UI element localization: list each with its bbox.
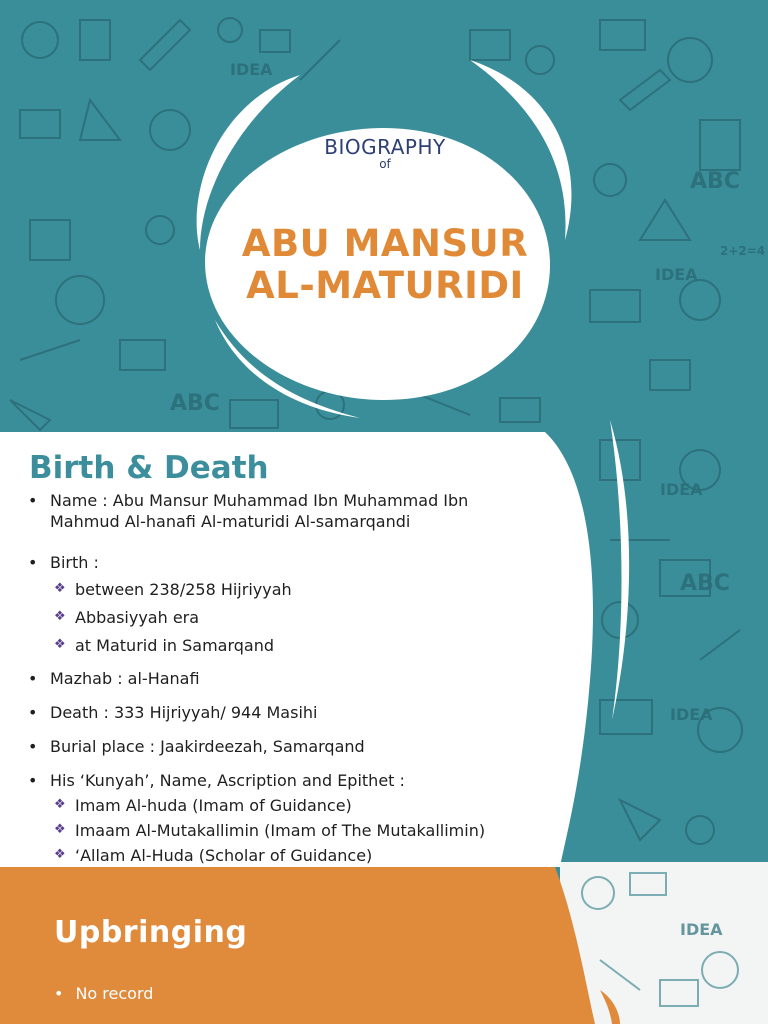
subject-name	[210, 223, 560, 307]
birth-label: Birth :	[50, 553, 99, 572]
sub-item: ❖ at Maturid in Samarqand	[50, 636, 548, 655]
svg-text:ABC: ABC	[680, 571, 730, 596]
list-item-death: • Death : 333 Hijriyyah/ 944 Masihi	[28, 703, 548, 722]
cover-title	[210, 135, 560, 307]
sub-item: ❖ Imaam Al-Mutakallimin (Imam of The Mutakallimin)	[50, 821, 548, 840]
birth-sublist	[50, 580, 548, 655]
of-label: of	[379, 157, 391, 171]
name-line2: Mahmud Al-hanafi Al-maturidi Al-samarqandi	[50, 512, 411, 531]
birth-death-list	[28, 490, 548, 865]
subject-name-line1: ABU MANSUR	[241, 222, 529, 265]
list-item-name	[28, 490, 548, 532]
kunyah-sublist	[50, 796, 548, 865]
list-item-kunyah	[28, 771, 548, 865]
svg-text:IDEA: IDEA	[655, 265, 698, 284]
name-line1: • Name : Abu Mansur Muhammad Ibn Muhammad Ibn	[50, 491, 469, 510]
subject-name-line2: AL-MATURIDI	[246, 264, 524, 307]
light-doodle-panel	[560, 862, 768, 1024]
upbringing-heading: Upbringing	[54, 915, 248, 950]
list-item-mazhab: • Mazhab : al-Hanafi	[28, 669, 548, 688]
svg-text:ABC: ABC	[170, 391, 220, 416]
list-item-birth	[28, 553, 548, 655]
svg-text:IDEA: IDEA	[670, 705, 713, 724]
upbringing-item	[54, 984, 153, 1003]
kunyah-label: His ‘Kunyah’, Name, Ascription and Epithet :	[50, 771, 405, 790]
upbringing-item-text: No record	[75, 984, 154, 1003]
section-heading: Birth & Death	[29, 450, 269, 486]
sub-item: ❖ ‘Allam Al-Huda (Scholar of Guidance)	[50, 846, 548, 865]
svg-text:IDEA: IDEA	[660, 480, 703, 499]
svg-text:2+2=4: 2+2=4	[720, 244, 766, 258]
svg-text:ABC: ABC	[690, 169, 740, 194]
sub-item: ❖ Abbasiyyah era	[50, 608, 548, 627]
svg-text:IDEA: IDEA	[230, 60, 273, 79]
sub-item: ❖ Imam Al-huda (Imam of Guidance)	[50, 796, 548, 815]
list-item-burial: • Burial place : Jaakirdeezah, Samarqand	[28, 737, 548, 756]
sub-item: ❖ between 238/258 Hijriyyah	[50, 580, 548, 599]
svg-text:IDEA: IDEA	[680, 920, 723, 939]
biography-label: BIOGRAPHY	[324, 135, 446, 159]
